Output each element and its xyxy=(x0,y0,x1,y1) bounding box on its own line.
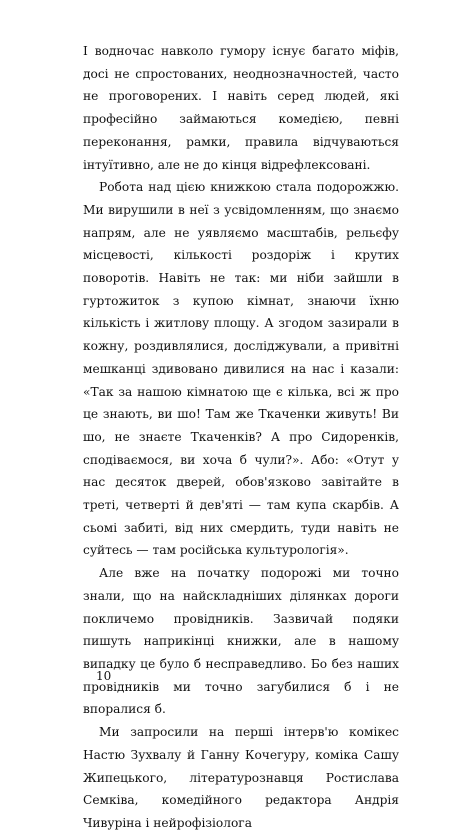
body-text xyxy=(83,40,399,835)
page-number: 10 xyxy=(96,669,112,683)
paragraph-3: Але вже на початку подорожі ми точно знали, що на найскладніших ділянках дороги покличемо провідників. Зазвичай подяки пишуть наприкінці книжки, але в нашому випадку це було б несправедливо. Бо без наших провідників ми точно загубилися б і не впоралися б. xyxy=(83,566,399,717)
paragraph-2: Робота над цією книжкою стала подорожжю. Ми вирушили в неї з усвідомленням, що знаємо напрям, але не уявляємо масштабів, рельєфу місцевості, кількості роздоріж і крутих поворотів. Навіть не так: ми ніби зайшли в гуртожиток з купою кімнат, знаючи їхню кількість і житлову площу. А згодом зазирали в кожну, роздивлялися, досліджували, а привітні мешканці здивовано дивилися на нас і казали: «Так за нашою кімнатою ще є кілька, всі ж про це знають, ви шо! Там же Ткаченки живуть! Ви шо, не знаєте Ткаченків? А про Сидоренків, сподіваємося, ви хоча б чули?». Або: «Отут у нас десяток дверей, обов'язково завітайте в треті, четверті й дев'яті — там купа скарбів. А сьомі забиті, від них смердить, туди навіть не суйтесь — там російська культурологія». xyxy=(83,180,399,558)
paragraph-4: Ми запросили на перші інтерв'ю комікес Настю Зухвалу й Ганну Кочегуру, коміка Сашу Жипецького, літературознавця Ростислава Семківа, комедійного редактора Андрія Чивуріна і нейрофізіолога xyxy=(83,725,399,830)
paragraph-1: І водночас навколо гумору існує багато міфів, досі не спростованих, неоднозначностей, часто не проговорених. І навіть серед людей, які професійно займаються комедією, певні переконання, рамки, правила відчуваються інтуїтивно, але не до кінця відрефлексовані. xyxy=(83,44,399,172)
